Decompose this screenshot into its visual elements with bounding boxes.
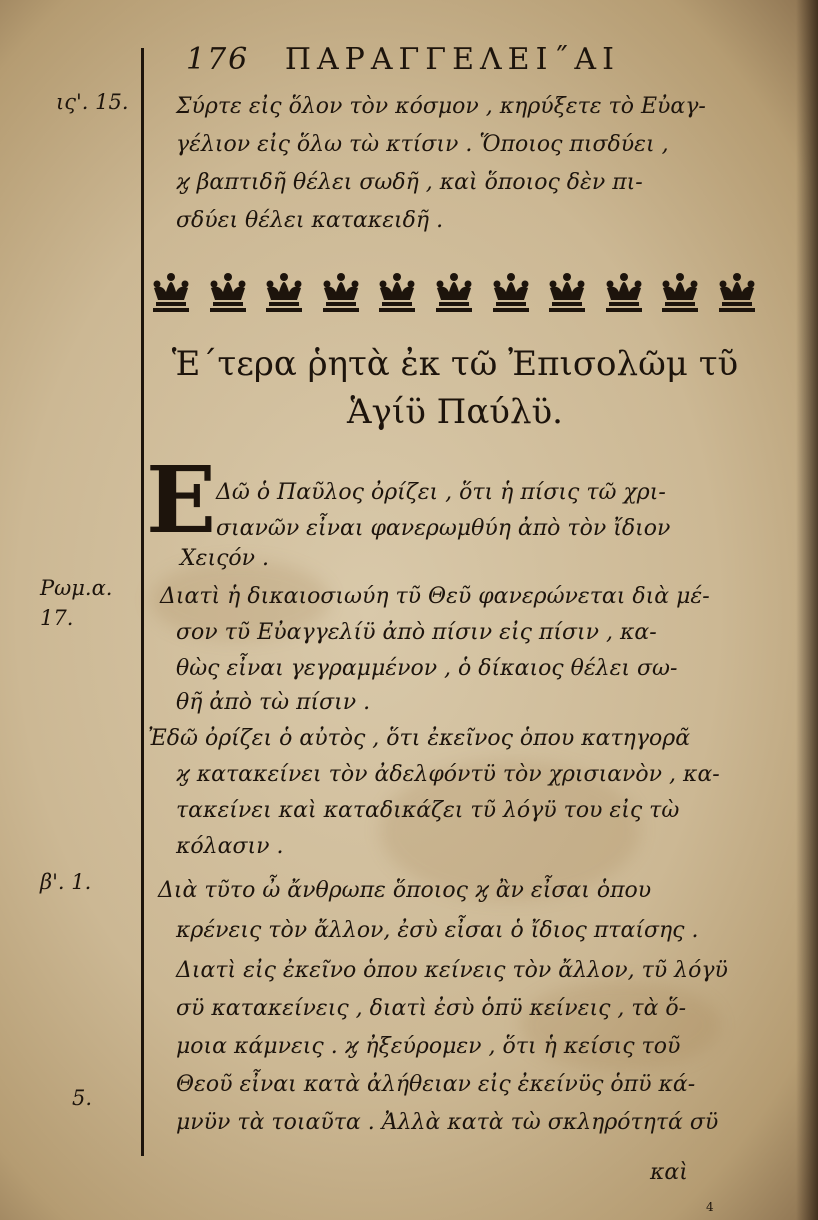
ornament-row: [148, 270, 760, 320]
crown-fleuron-icon: [318, 270, 364, 316]
catchword: καὶ: [650, 1160, 688, 1185]
text-line: τακείνει καὶ καταδικάζει τῦ λόγϋ του εἰς τὼ: [176, 798, 680, 823]
gutter-shadow: [796, 0, 818, 1220]
crown-fleuron-icon: [148, 270, 194, 316]
text-line: ϗ κατακείνει τὸν ἀδελφόντϋ τὸν χρισιανὸν , κα-: [176, 762, 720, 787]
crown-fleuron-icon: [205, 270, 251, 316]
text-line: Ἐδῶ ὀρίζει ὁ αὐτὸς , ὅτι ἐκεῖνος ὁπου κατηγορᾶ: [148, 726, 691, 751]
running-title: ΠΑΡΑΓΓΕΛΕΙ˝ΑΙ: [284, 42, 620, 77]
crown-fleuron-icon: [601, 270, 647, 316]
drop-cap: E: [146, 446, 217, 554]
text-line: σιανῶν εἶναι φανερωμθύη ἀπὸ τὸν ἴδιον: [216, 516, 671, 541]
text-line: σδύει θέλει κατακειδῆ .: [176, 208, 444, 233]
text-line: Δῶ ὁ Παῦλος ὀρίζει , ὅτι ἡ πίσις τῶ χρι-: [216, 480, 666, 505]
margin-note: β'. 1.: [40, 870, 92, 894]
margin-note: 5.: [72, 1086, 93, 1110]
margin-note: Ρωμ.α.: [40, 576, 113, 600]
crown-fleuron-icon: [544, 270, 590, 316]
text-line: κρένεις τὸν ἄλλον, ἐσὺ εἶσαι ὁ ἴδιος πταίσης .: [176, 918, 699, 943]
text-line: κόλασιν .: [176, 834, 284, 859]
text-line: Διατὶ ἡ δικαιοσιωύη τῦ Θεῦ φανερώνεται διὰ μέ-: [160, 584, 710, 609]
margin-rule: [141, 48, 144, 1156]
text-line: σον τῦ Εὐαγγελίϋ ἀπὸ πίσιν εἰς πίσιν , κα-: [176, 620, 657, 645]
text-line: μνϋν τὰ τοιαῦτα . Ἀλλὰ κατὰ τὼ σκληρότητά σϋ: [176, 1110, 719, 1135]
crown-fleuron-icon: [657, 270, 703, 316]
crown-fleuron-icon: [374, 270, 420, 316]
signature-mark: 4: [706, 1200, 714, 1214]
text-line: μοια κάμνεις . ϗ ἠξεύρομεν , ὅτι ἡ κείσις τοῦ: [176, 1034, 681, 1059]
text-line: γέλιον εἰς ὅλω τὼ κτίσιν . Ὅποιος πισδύει ,: [176, 132, 669, 157]
text-line: Σύρτε εἰς ὅλον τὸν κόσμον , κηρύξετε τὸ Εὐαγ-: [176, 94, 706, 119]
margin-note: ις'. 15.: [56, 90, 129, 114]
text-line: θὼς εἶναι γεγραμμένον , ὁ δίκαιος θέλει σω-: [176, 656, 678, 681]
page-number: 176: [186, 42, 250, 77]
crown-fleuron-icon: [714, 270, 760, 316]
crown-fleuron-icon: [488, 270, 534, 316]
text-line: Διὰ τῦτο ὦ ἄνθρωπε ὅποιος ϗ ἂν εἶσαι ὁπου: [158, 878, 652, 903]
crown-fleuron-icon: [261, 270, 307, 316]
text-line: σϋ κατακείνεις , διατὶ ἐσὺ ὁπϋ κείνεις , τὰ ὅ-: [176, 996, 687, 1021]
running-header: [186, 42, 620, 77]
text-line: Θεοῦ εἶναι κατὰ ἀλήθειαν εἰς ἐκείνϋς ὁπϋ κά-: [176, 1072, 696, 1097]
crown-fleuron-icon: [431, 270, 477, 316]
text-line: Διατὶ εἰς ἐκεῖνο ὁπου κείνεις τὸν ἄλλον, τῦ λόγϋ: [176, 958, 728, 983]
margin-note: 17.: [40, 606, 74, 630]
text-line: ϗ βαπτιδῆ θέλει σωδῆ , καὶ ὅποιος δὲν πι-: [176, 170, 643, 195]
text-line: Χειςόν .: [180, 546, 270, 571]
section-heading: Ἁγίϋ Παύλϋ.: [347, 392, 563, 432]
section-heading: Ἑ΄τερα ῥητὰ ἐκ τῶ Ἐπισολῶμ τῦ: [171, 344, 739, 384]
text-line: θῆ ἀπὸ τὼ πίσιν .: [176, 690, 371, 715]
